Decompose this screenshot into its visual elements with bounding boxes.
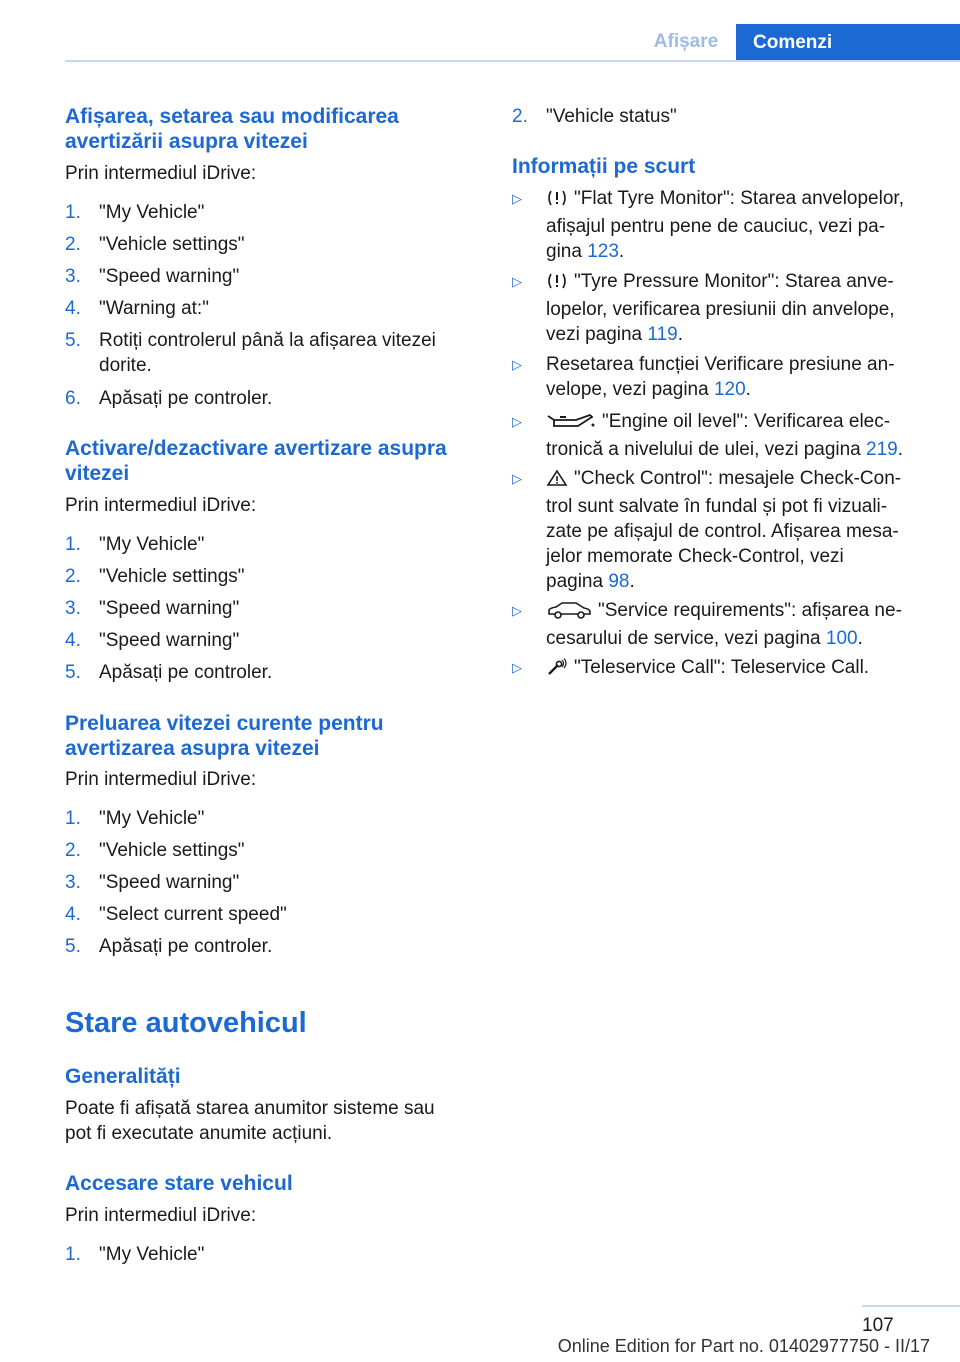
bullet-line: cesarului de service, vezi pagina xyxy=(546,628,826,649)
step-text: "My Vehicle" xyxy=(99,202,205,223)
section-title xyxy=(65,104,399,154)
bullet-marker: ▷ xyxy=(512,191,522,206)
title-line: Activare/dezactivare avertizare asupra xyxy=(65,437,447,460)
bullet-item xyxy=(546,352,936,402)
step-number: 4. xyxy=(65,904,81,925)
step-text: "My Vehicle" xyxy=(99,808,205,829)
title-line: vitezei xyxy=(65,462,130,485)
step-text: "Vehicle settings" xyxy=(99,566,245,587)
bullet-line: "Teleservice Call": Teleservice Call. xyxy=(574,657,870,678)
chapter-title: Stare autovehicul xyxy=(65,1007,307,1039)
step-number: 5. xyxy=(65,662,81,683)
intro-text: Prin intermediul iDrive: xyxy=(65,495,257,516)
bullet-item xyxy=(546,409,936,462)
step-number: 1. xyxy=(65,534,81,555)
step-text: Apăsați pe controler. xyxy=(99,936,273,957)
bullet-line: zate pe afișajul de control. Afișarea mesa- xyxy=(546,521,899,542)
title-line: Afișarea, setarea sau modificarea xyxy=(65,105,399,128)
tab-comenzi[interactable]: Comenzi xyxy=(736,24,960,62)
page-number: 107 xyxy=(862,1315,894,1336)
step-number: 2. xyxy=(65,840,81,861)
wrench-signal-icon xyxy=(546,658,568,683)
step-number: 4. xyxy=(65,298,81,319)
step-text: "Vehicle settings" xyxy=(99,234,245,255)
service-car-icon xyxy=(546,601,592,626)
step-number: 1. xyxy=(65,1244,81,1265)
tyre-warning-icon xyxy=(546,189,568,214)
bullet-line: "Engine oil level": Verificarea elec- xyxy=(602,411,891,432)
bullet-item xyxy=(546,598,936,651)
intro-text: Prin intermediul iDrive: xyxy=(65,163,257,184)
step-text: dorite. xyxy=(99,355,152,376)
step-number: 5. xyxy=(65,330,81,351)
bullet-item xyxy=(546,655,936,683)
step-number: 2. xyxy=(65,566,81,587)
bullet-marker: ▷ xyxy=(512,357,522,372)
bullet-line: "Tyre Pressure Monitor": Starea anve- xyxy=(574,271,894,292)
step-text: "Select current speed" xyxy=(99,904,287,925)
page-link[interactable]: 100 xyxy=(825,628,858,649)
punctuation: . xyxy=(629,571,635,592)
step-text: Apăsați pe controler. xyxy=(99,662,273,683)
page-link[interactable]: 219 xyxy=(866,439,898,460)
bullet-line: tronică a nivelului de ulei, vezi pagina xyxy=(546,439,867,460)
step-text: "My Vehicle" xyxy=(99,1244,205,1265)
bullet-line: pagina xyxy=(546,571,609,592)
punctuation: . xyxy=(897,439,904,460)
footer-rule xyxy=(862,1305,960,1307)
step-number: 4. xyxy=(65,630,81,651)
title-line: Preluarea vitezei curente pentru xyxy=(65,712,384,735)
section-title: Accesare stare vehicul xyxy=(65,1172,293,1195)
title-line: avertizării asupra vitezei xyxy=(65,130,308,153)
step-text: Apăsați pe controler. xyxy=(99,388,273,409)
bullet-line: afișajul pentru pene de cauciuc, vezi pa- xyxy=(546,216,886,237)
step-number: 1. xyxy=(65,808,81,829)
step-number: 2. xyxy=(512,106,528,127)
section-title xyxy=(65,436,447,486)
step-number: 1. xyxy=(65,202,81,223)
bullet-line: vezi pagina xyxy=(546,324,648,345)
bullet-marker: ▷ xyxy=(512,660,522,675)
bullet-line: Resetarea funcției Verificare presiune an- xyxy=(546,354,895,375)
bullet-marker: ▷ xyxy=(512,274,522,289)
step-text: "Speed warning" xyxy=(99,266,240,287)
step-text: Rotiți controlerul până la afișarea vitezei xyxy=(99,330,436,351)
warning-triangle-icon xyxy=(546,469,568,494)
step-number: 2. xyxy=(65,234,81,255)
step-number: 3. xyxy=(65,266,81,287)
step-number: 6. xyxy=(65,388,81,409)
section-title: Generalități xyxy=(65,1065,181,1088)
title-line: avertizarea asupra vitezei xyxy=(65,737,320,760)
page-link[interactable]: 119 xyxy=(647,324,678,345)
oil-can-icon xyxy=(546,412,596,437)
page-link[interactable]: 123 xyxy=(587,241,619,262)
paragraph-line: Poate fi afișată starea anumitor sisteme sau xyxy=(65,1098,435,1119)
bullet-marker: ▷ xyxy=(512,471,522,486)
bullet-line: velope, vezi pagina xyxy=(546,379,714,400)
section-title: Informații pe scurt xyxy=(512,155,696,178)
edition-note: Online Edition for Part no. 01402977750 - II/17 xyxy=(557,1336,930,1356)
punctuation: . xyxy=(677,324,683,345)
bullet-line: "Check Control": mesajele Check-Con- xyxy=(574,468,902,489)
bullet-item xyxy=(546,186,936,264)
header-rule xyxy=(65,60,960,62)
punctuation: . xyxy=(745,379,751,400)
step-number: 5. xyxy=(65,936,81,957)
bullet-line: gina xyxy=(546,241,588,262)
bullet-line: "Flat Tyre Monitor": Starea anvelopelor, xyxy=(574,188,904,209)
punctuation: . xyxy=(618,241,625,262)
bullet-item xyxy=(546,466,936,594)
step-text: "Speed warning" xyxy=(99,598,240,619)
intro-text: Prin intermediul iDrive: xyxy=(65,1205,257,1226)
intro-text: Prin intermediul iDrive: xyxy=(65,769,257,790)
paragraph-line: pot fi executate anumite acțiuni. xyxy=(65,1123,333,1144)
bullet-line: trol sunt salvate în fundal și pot fi vizuali- xyxy=(546,496,888,517)
bullet-line: "Service requirements": afișarea ne- xyxy=(598,600,902,621)
page-link[interactable]: 98 xyxy=(608,571,630,592)
punctuation: . xyxy=(857,628,863,649)
step-text: "Vehicle settings" xyxy=(99,840,245,861)
step-text: "My Vehicle" xyxy=(99,534,205,555)
step-text: "Warning at:" xyxy=(99,298,209,319)
bullet-item xyxy=(546,269,936,347)
paragraph xyxy=(65,1096,435,1146)
bullet-line: lopelor, verificarea presiunii din anvelope, xyxy=(546,299,895,320)
page-link[interactable]: 120 xyxy=(713,379,746,400)
bullet-marker: ▷ xyxy=(512,603,522,618)
step-number: 3. xyxy=(65,872,81,893)
step-text: "Speed warning" xyxy=(99,872,240,893)
step-text: "Vehicle status" xyxy=(546,106,677,127)
step-text: "Speed warning" xyxy=(99,630,240,651)
section-title xyxy=(65,711,384,761)
bullet-line: jelor memorate Check-Control, vezi xyxy=(546,546,844,567)
tab-afisare[interactable]: Afișare xyxy=(653,31,719,52)
tyre-pressure-icon xyxy=(546,272,568,297)
bullet-marker: ▷ xyxy=(512,414,522,429)
step-number: 3. xyxy=(65,598,81,619)
